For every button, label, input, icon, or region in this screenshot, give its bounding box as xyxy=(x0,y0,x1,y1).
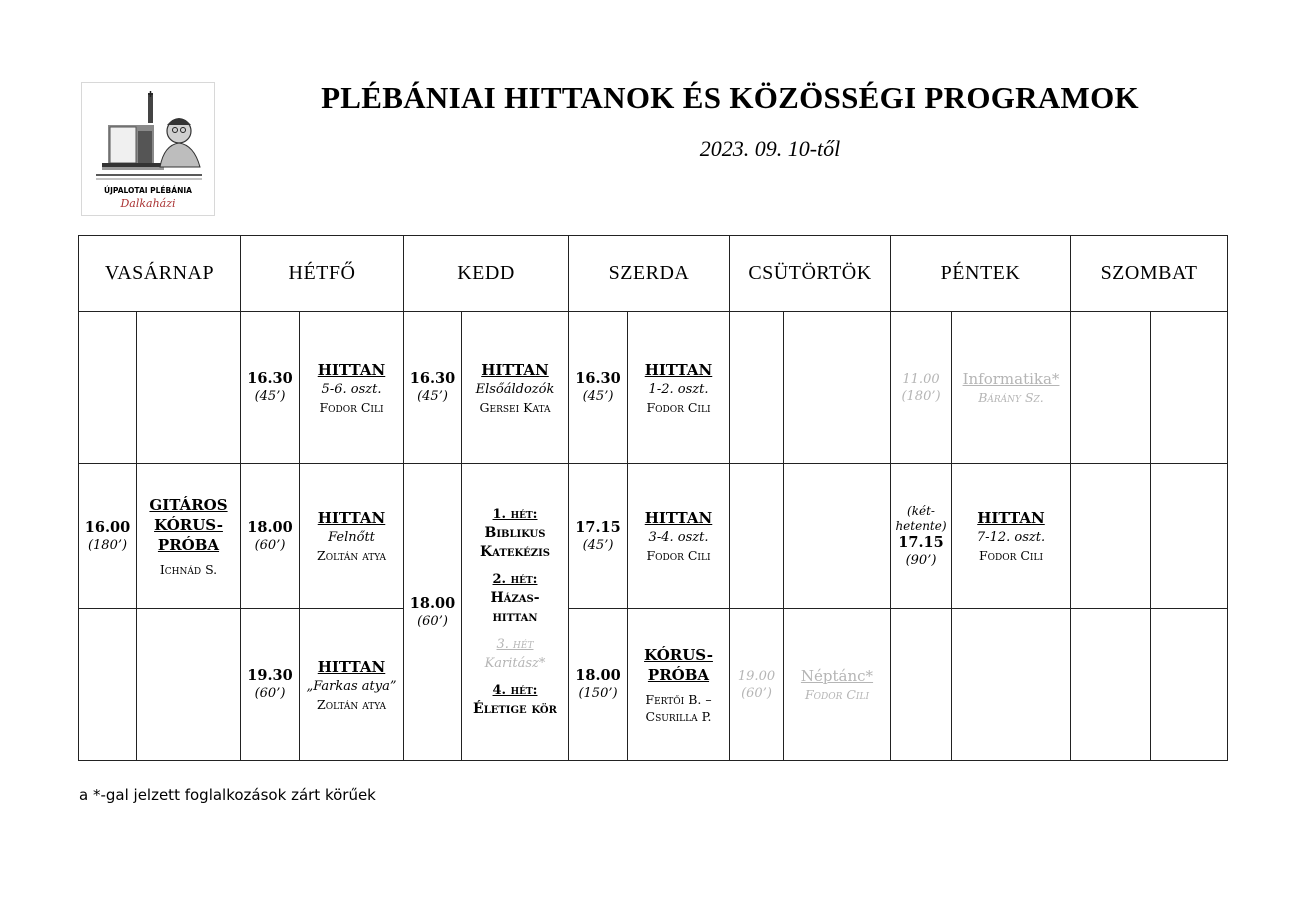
program-cell xyxy=(628,464,730,609)
empty-cell xyxy=(79,312,137,464)
empty-cell xyxy=(952,609,1071,761)
duration: (180’) xyxy=(87,537,128,553)
empty-cell xyxy=(730,464,784,609)
empty-cell xyxy=(730,312,784,464)
program-subtitle: 7-12. oszt. xyxy=(976,530,1046,545)
program-subtitle: 1-2. oszt. xyxy=(648,381,709,397)
page-title: PLÉBÁNIAI HITTANOK ÉS KÖZÖSSÉGI PROGRAMOK xyxy=(321,80,1139,115)
duration: (150’) xyxy=(578,686,618,701)
program-leader: Fertői B. – xyxy=(645,691,712,707)
program-leader: Gersei Kata xyxy=(479,399,551,415)
program-title-line: GITÁROS xyxy=(149,495,228,514)
schedule-row-1 xyxy=(79,312,1228,464)
time-cell xyxy=(404,464,462,761)
time: 19.00 xyxy=(737,668,776,684)
program-title-line: PRÓBA xyxy=(157,535,220,554)
duration: (60’) xyxy=(254,537,286,553)
duration: (60’) xyxy=(741,685,772,701)
program-leader: Fodor Cili xyxy=(978,548,1044,563)
duration: (60’) xyxy=(254,686,286,701)
program-cell-closed xyxy=(784,609,891,761)
schedule-row-2 xyxy=(79,464,1228,609)
program-cell-closed xyxy=(952,312,1071,464)
week-1-label: 1. hét: xyxy=(492,507,538,522)
program-title: HITTAN xyxy=(977,509,1045,527)
program-leader: Fodor Cili xyxy=(646,548,711,563)
program-title-line: PRÓBA xyxy=(647,665,710,684)
day-header-kedd: KEDD xyxy=(404,236,569,312)
day-header-hetfo: HÉTFŐ xyxy=(241,236,404,312)
empty-cell xyxy=(1151,609,1228,761)
time-cell xyxy=(891,464,952,609)
week-1-line: Katekézis xyxy=(480,544,550,560)
empty-cell xyxy=(891,609,952,761)
program-title: HITTAN xyxy=(644,509,713,527)
duration: (45’) xyxy=(254,389,286,404)
program-leader: Fodor Cili xyxy=(804,687,870,702)
week-2-line: Házas- xyxy=(490,590,540,606)
program-subtitle: 3-4. oszt. xyxy=(648,530,709,545)
time: 18.00 xyxy=(575,667,621,684)
empty-cell xyxy=(1151,464,1228,609)
time: 16.30 xyxy=(575,370,621,387)
time: 11.00 xyxy=(902,371,940,387)
duration: (180’) xyxy=(901,388,941,404)
program-title: HITTAN xyxy=(317,509,386,527)
time-cell xyxy=(241,609,300,761)
day-header-szombat: SZOMBAT xyxy=(1071,236,1228,312)
logo-text: ÚJPALOTAI PLÉBÁNIA xyxy=(104,186,192,195)
time-cell xyxy=(241,312,300,464)
program-title: HITTAN xyxy=(644,360,713,379)
time-cell xyxy=(569,312,628,464)
empty-cell xyxy=(784,464,891,609)
frequency-note: hetente) xyxy=(895,518,947,533)
duration: (90’) xyxy=(905,552,937,568)
time-cell-closed xyxy=(730,609,784,761)
program-cell xyxy=(952,464,1071,609)
duration: (45’) xyxy=(582,389,614,404)
time-cell xyxy=(569,464,628,609)
program-subtitle: „Farkas atya” xyxy=(306,678,397,694)
empty-cell xyxy=(137,312,241,464)
time: 16.30 xyxy=(247,370,293,387)
program-title: Informatika* xyxy=(962,370,1060,388)
time-cell-closed xyxy=(891,312,952,464)
schedule-table xyxy=(78,235,1228,761)
duration: (45’) xyxy=(582,537,614,553)
empty-cell xyxy=(1071,464,1151,609)
program-cell xyxy=(628,609,730,761)
program-cell-weekly xyxy=(462,464,569,761)
program-title: HITTAN xyxy=(317,360,386,379)
time-cell xyxy=(241,464,300,609)
logo-signature: Dalkaházi xyxy=(120,197,176,210)
time-cell xyxy=(79,464,137,609)
program-leader: Fodor Cili xyxy=(319,399,384,415)
page-subtitle: 2023. 09. 10-től xyxy=(699,136,841,161)
time: 16.00 xyxy=(84,518,131,536)
time: 17.15 xyxy=(575,518,621,536)
parish-logo xyxy=(81,82,215,216)
time: 16.30 xyxy=(409,370,456,387)
duration: (45’) xyxy=(417,389,448,404)
week-2-line: hittan xyxy=(492,609,538,625)
program-leader: Fodor Cili xyxy=(646,399,711,415)
program-title-line: KÓRUS- xyxy=(154,515,223,534)
empty-cell xyxy=(79,609,137,761)
program-leader: Ichnád S. xyxy=(159,561,218,577)
program-leader: Zoltán atya xyxy=(317,696,386,712)
header-row xyxy=(79,236,1228,312)
day-header-szerda: SZERDA xyxy=(569,236,730,312)
program-leader: Zoltán atya xyxy=(317,548,386,563)
program-title: HITTAN xyxy=(481,360,549,379)
program-cell xyxy=(300,312,404,464)
week-1-line: Biblikus xyxy=(484,525,546,541)
program-leader: Bárány Sz. xyxy=(978,390,1044,405)
empty-cell xyxy=(1151,312,1228,464)
week-4-label: 4. hét: xyxy=(492,683,538,698)
program-title-line: KÓRUS- xyxy=(644,645,713,664)
week-3-text: Karitász* xyxy=(484,656,546,671)
day-header-csutortok: CSÜTÖRTÖK xyxy=(730,236,891,312)
week-2-label: 2. hét: xyxy=(492,572,538,587)
program-cell xyxy=(300,464,404,609)
program-title: Néptánc* xyxy=(800,667,874,685)
time: 19.30 xyxy=(247,667,293,684)
time: 18.00 xyxy=(409,594,456,612)
program-cell xyxy=(462,312,569,464)
empty-cell xyxy=(1071,312,1151,464)
day-header-pentek: PÉNTEK xyxy=(891,236,1071,312)
week-4-text: Életige kör xyxy=(473,701,557,717)
program-subtitle: 5-6. oszt. xyxy=(321,381,382,397)
program-cell xyxy=(628,312,730,464)
time: 18.00 xyxy=(247,518,293,536)
duration: (60’) xyxy=(417,613,448,629)
week-3-block xyxy=(462,635,568,673)
week-3-label: 3. hét xyxy=(496,637,534,652)
program-leader: Csurilla P. xyxy=(645,708,712,724)
time: 17.15 xyxy=(898,533,944,551)
program-cell xyxy=(137,464,241,609)
footnote: a *-gal jelzett foglalkozások zárt körűek xyxy=(79,786,376,804)
program-subtitle: Felnőtt xyxy=(328,530,375,545)
time-cell xyxy=(404,312,462,464)
church-logo-icon xyxy=(82,83,214,215)
time-cell xyxy=(569,609,628,761)
program-title: HITTAN xyxy=(317,657,386,676)
program-subtitle: Elsőáldozók xyxy=(475,381,555,397)
empty-cell xyxy=(1071,609,1151,761)
empty-cell xyxy=(137,609,241,761)
day-header-vasarnap: VASÁRNAP xyxy=(79,236,241,312)
empty-cell xyxy=(784,312,891,464)
program-cell xyxy=(300,609,404,761)
frequency-note: (két- xyxy=(907,503,935,518)
schedule-row-3 xyxy=(79,609,1228,761)
